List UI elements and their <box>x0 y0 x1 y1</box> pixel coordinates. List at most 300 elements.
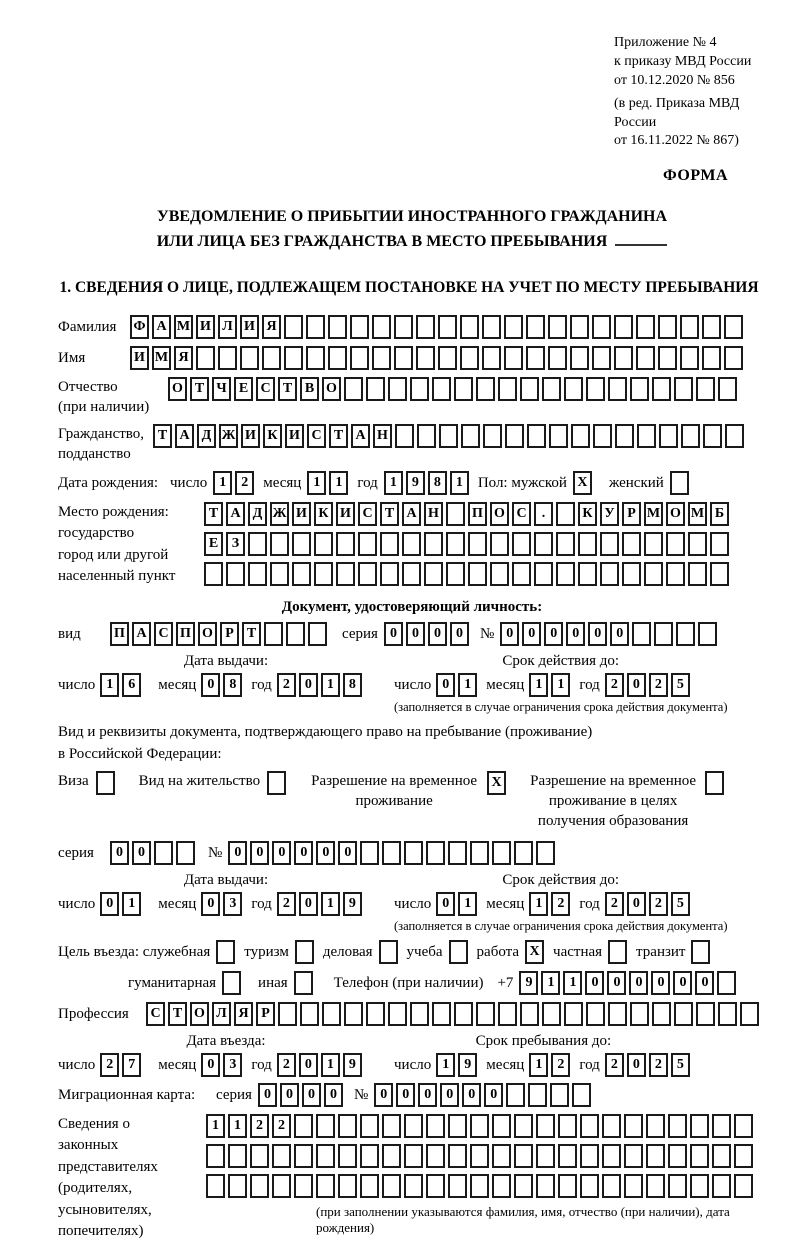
form-cell[interactable] <box>506 1083 525 1107</box>
form-cell[interactable] <box>417 424 436 448</box>
form-cell[interactable] <box>492 1114 511 1138</box>
form-cell[interactable]: Д <box>248 502 267 526</box>
form-cell[interactable]: Р <box>256 1002 275 1026</box>
form-cell[interactable] <box>666 532 685 556</box>
form-cell[interactable] <box>558 1174 577 1198</box>
form-cell[interactable]: 2 <box>551 892 570 916</box>
form-cell[interactable] <box>483 424 502 448</box>
form-cell[interactable] <box>712 1144 731 1168</box>
form-cell[interactable] <box>438 315 457 339</box>
form-cell[interactable] <box>322 1002 341 1026</box>
form-cell[interactable] <box>717 971 736 995</box>
form-cell[interactable] <box>712 1174 731 1198</box>
form-cell[interactable] <box>564 1002 583 1026</box>
form-cell[interactable]: 0 <box>384 622 403 646</box>
form-cell[interactable] <box>644 532 663 556</box>
form-cell[interactable]: И <box>292 502 311 526</box>
form-cell[interactable]: 9 <box>406 471 425 495</box>
form-cell[interactable] <box>512 532 531 556</box>
form-cell[interactable] <box>250 1144 269 1168</box>
form-cell[interactable] <box>96 771 115 795</box>
form-cell[interactable] <box>702 346 721 370</box>
form-cell[interactable] <box>556 502 575 526</box>
form-cell[interactable]: 0 <box>302 1083 321 1107</box>
form-cell[interactable]: 1 <box>100 673 119 697</box>
form-cell[interactable]: Т <box>204 502 223 526</box>
form-cell[interactable] <box>432 1002 451 1026</box>
form-cell[interactable] <box>536 1174 555 1198</box>
form-cell[interactable] <box>446 562 465 586</box>
form-cell[interactable] <box>366 1002 385 1026</box>
form-cell[interactable] <box>646 1174 665 1198</box>
form-cell[interactable] <box>416 315 435 339</box>
form-cell[interactable]: Е <box>234 377 253 401</box>
form-cell[interactable]: 0 <box>100 892 119 916</box>
form-cell[interactable] <box>558 1144 577 1168</box>
form-cell[interactable] <box>668 1114 687 1138</box>
form-cell[interactable] <box>512 562 531 586</box>
form-cell[interactable] <box>514 1144 533 1168</box>
form-cell[interactable] <box>712 1114 731 1138</box>
form-cell[interactable]: 0 <box>440 1083 459 1107</box>
form-cell[interactable] <box>482 346 501 370</box>
form-cell[interactable] <box>380 532 399 556</box>
form-cell[interactable]: 1 <box>321 892 340 916</box>
form-cell[interactable] <box>630 377 649 401</box>
form-cell[interactable]: 9 <box>343 1053 362 1077</box>
form-cell[interactable] <box>372 346 391 370</box>
form-cell[interactable] <box>372 315 391 339</box>
form-cell[interactable] <box>379 940 398 964</box>
form-cell[interactable] <box>338 1144 357 1168</box>
form-cell[interactable]: 1 <box>563 971 582 995</box>
form-cell[interactable] <box>505 424 524 448</box>
form-cell[interactable]: Ф <box>130 315 149 339</box>
form-cell[interactable]: 0 <box>450 622 469 646</box>
form-cell[interactable]: 2 <box>277 673 296 697</box>
form-cell[interactable] <box>248 532 267 556</box>
form-cell[interactable]: В <box>300 377 319 401</box>
form-cell[interactable] <box>549 424 568 448</box>
form-cell[interactable]: 1 <box>541 971 560 995</box>
form-cell[interactable] <box>382 1114 401 1138</box>
form-cell[interactable] <box>658 346 677 370</box>
form-cell[interactable] <box>624 1144 643 1168</box>
form-cell[interactable] <box>424 532 443 556</box>
form-cell[interactable]: 1 <box>228 1114 247 1138</box>
form-cell[interactable] <box>306 315 325 339</box>
form-cell[interactable] <box>520 377 539 401</box>
form-cell[interactable] <box>468 562 487 586</box>
form-cell[interactable] <box>216 940 235 964</box>
form-cell[interactable] <box>696 1002 715 1026</box>
form-cell[interactable] <box>316 1144 335 1168</box>
form-cell[interactable]: 0 <box>651 971 670 995</box>
form-cell[interactable]: 2 <box>551 1053 570 1077</box>
form-cell[interactable]: 2 <box>605 1053 624 1077</box>
form-cell[interactable] <box>632 622 651 646</box>
form-cell[interactable]: 0 <box>280 1083 299 1107</box>
form-cell[interactable] <box>426 1174 445 1198</box>
form-cell[interactable] <box>380 562 399 586</box>
form-cell[interactable]: Д <box>197 424 216 448</box>
form-cell[interactable]: М <box>644 502 663 526</box>
form-cell[interactable]: О <box>190 1002 209 1026</box>
form-cell[interactable] <box>578 532 597 556</box>
form-cell[interactable] <box>248 562 267 586</box>
form-cell[interactable] <box>734 1114 753 1138</box>
form-cell[interactable]: П <box>176 622 195 646</box>
form-cell[interactable] <box>725 424 744 448</box>
form-cell[interactable]: 0 <box>627 673 646 697</box>
form-cell[interactable] <box>240 346 259 370</box>
form-cell[interactable] <box>360 1174 379 1198</box>
form-cell[interactable]: Н <box>424 502 443 526</box>
form-cell[interactable] <box>548 315 567 339</box>
form-cell[interactable]: 1 <box>529 1053 548 1077</box>
form-cell[interactable] <box>602 1114 621 1138</box>
form-cell[interactable] <box>636 346 655 370</box>
form-cell[interactable]: З <box>226 532 245 556</box>
form-cell[interactable]: И <box>285 424 304 448</box>
form-cell[interactable] <box>262 346 281 370</box>
form-cell[interactable]: 0 <box>544 622 563 646</box>
form-cell[interactable] <box>646 1144 665 1168</box>
form-cell[interactable]: О <box>198 622 217 646</box>
form-cell[interactable] <box>614 315 633 339</box>
form-cell[interactable] <box>267 771 286 795</box>
form-cell[interactable] <box>542 377 561 401</box>
form-cell[interactable]: X <box>487 771 506 795</box>
form-cell[interactable]: М <box>174 315 193 339</box>
form-cell[interactable] <box>492 1174 511 1198</box>
form-cell[interactable]: X <box>525 940 544 964</box>
form-cell[interactable]: 0 <box>258 1083 277 1107</box>
form-cell[interactable]: 1 <box>450 471 469 495</box>
form-cell[interactable]: 0 <box>629 971 648 995</box>
form-cell[interactable] <box>460 315 479 339</box>
form-cell[interactable]: 0 <box>585 971 604 995</box>
form-cell[interactable] <box>724 346 743 370</box>
form-cell[interactable] <box>308 622 327 646</box>
form-cell[interactable] <box>284 346 303 370</box>
form-cell[interactable] <box>358 562 377 586</box>
form-cell[interactable] <box>222 971 241 995</box>
form-cell[interactable] <box>498 1002 517 1026</box>
form-cell[interactable] <box>316 1114 335 1138</box>
form-cell[interactable] <box>534 532 553 556</box>
form-cell[interactable] <box>514 841 533 865</box>
form-cell[interactable]: 0 <box>607 971 626 995</box>
form-cell[interactable] <box>622 532 641 556</box>
form-cell[interactable] <box>344 1002 363 1026</box>
form-cell[interactable] <box>228 1144 247 1168</box>
form-cell[interactable] <box>690 1144 709 1168</box>
form-cell[interactable]: С <box>154 622 173 646</box>
form-cell[interactable] <box>586 377 605 401</box>
form-cell[interactable]: И <box>336 502 355 526</box>
form-cell[interactable] <box>734 1174 753 1198</box>
form-cell[interactable] <box>724 315 743 339</box>
form-cell[interactable] <box>498 377 517 401</box>
form-cell[interactable] <box>556 532 575 556</box>
form-cell[interactable]: Л <box>218 315 237 339</box>
form-cell[interactable]: 2 <box>250 1114 269 1138</box>
form-cell[interactable]: 1 <box>213 471 232 495</box>
form-cell[interactable] <box>358 532 377 556</box>
form-cell[interactable]: 0 <box>324 1083 343 1107</box>
form-cell[interactable]: 0 <box>406 622 425 646</box>
form-cell[interactable] <box>388 1002 407 1026</box>
form-cell[interactable] <box>482 315 501 339</box>
form-cell[interactable]: Т <box>278 377 297 401</box>
form-cell[interactable]: С <box>256 377 275 401</box>
form-cell[interactable]: 0 <box>299 892 318 916</box>
form-cell[interactable] <box>654 622 673 646</box>
form-cell[interactable]: 1 <box>436 1053 455 1077</box>
form-cell[interactable] <box>690 1174 709 1198</box>
form-cell[interactable]: О <box>490 502 509 526</box>
form-cell[interactable] <box>402 562 421 586</box>
form-cell[interactable]: А <box>175 424 194 448</box>
form-cell[interactable] <box>526 346 545 370</box>
form-cell[interactable]: А <box>226 502 245 526</box>
form-cell[interactable] <box>476 1002 495 1026</box>
form-cell[interactable] <box>448 1114 467 1138</box>
form-cell[interactable] <box>336 532 355 556</box>
form-cell[interactable] <box>272 1174 291 1198</box>
form-cell[interactable]: 3 <box>223 892 242 916</box>
form-cell[interactable] <box>328 315 347 339</box>
form-cell[interactable] <box>278 1002 297 1026</box>
form-cell[interactable]: Т <box>329 424 348 448</box>
form-cell[interactable] <box>448 1174 467 1198</box>
form-cell[interactable] <box>470 841 489 865</box>
form-cell[interactable] <box>652 377 671 401</box>
form-cell[interactable] <box>360 841 379 865</box>
form-cell[interactable] <box>338 1114 357 1138</box>
form-cell[interactable]: 1 <box>529 892 548 916</box>
form-cell[interactable] <box>206 1144 225 1168</box>
form-cell[interactable] <box>592 346 611 370</box>
form-cell[interactable] <box>454 377 473 401</box>
form-cell[interactable] <box>294 1114 313 1138</box>
form-cell[interactable] <box>658 315 677 339</box>
form-cell[interactable] <box>250 1174 269 1198</box>
form-cell[interactable]: 2 <box>272 1114 291 1138</box>
form-cell[interactable] <box>670 471 689 495</box>
form-cell[interactable]: 0 <box>110 841 129 865</box>
form-cell[interactable]: П <box>468 502 487 526</box>
form-cell[interactable] <box>314 562 333 586</box>
form-cell[interactable] <box>404 1174 423 1198</box>
form-cell[interactable] <box>460 346 479 370</box>
form-cell[interactable] <box>314 532 333 556</box>
form-cell[interactable]: Т <box>380 502 399 526</box>
form-cell[interactable] <box>674 377 693 401</box>
form-cell[interactable]: 2 <box>277 892 296 916</box>
form-cell[interactable]: 5 <box>671 892 690 916</box>
form-cell[interactable]: Т <box>242 622 261 646</box>
form-cell[interactable]: 0 <box>484 1083 503 1107</box>
form-cell[interactable] <box>300 1002 319 1026</box>
form-cell[interactable] <box>572 1083 591 1107</box>
form-cell[interactable]: М <box>152 346 171 370</box>
form-cell[interactable]: 2 <box>649 1053 668 1077</box>
form-cell[interactable]: 0 <box>436 673 455 697</box>
form-cell[interactable] <box>702 315 721 339</box>
form-cell[interactable] <box>196 346 215 370</box>
form-cell[interactable] <box>514 1114 533 1138</box>
form-cell[interactable] <box>564 377 583 401</box>
form-cell[interactable]: 2 <box>100 1053 119 1077</box>
form-cell[interactable] <box>580 1174 599 1198</box>
form-cell[interactable]: И <box>196 315 215 339</box>
form-cell[interactable] <box>734 1144 753 1168</box>
form-cell[interactable] <box>688 532 707 556</box>
form-cell[interactable]: И <box>240 315 259 339</box>
form-cell[interactable]: А <box>402 502 421 526</box>
form-cell[interactable] <box>602 1144 621 1168</box>
form-cell[interactable] <box>504 315 523 339</box>
form-cell[interactable] <box>615 424 634 448</box>
form-cell[interactable] <box>294 1174 313 1198</box>
form-cell[interactable]: 1 <box>321 1053 340 1077</box>
form-cell[interactable]: С <box>146 1002 165 1026</box>
form-cell[interactable] <box>528 1083 547 1107</box>
form-cell[interactable]: 5 <box>671 673 690 697</box>
form-cell[interactable] <box>696 377 715 401</box>
form-cell[interactable] <box>680 315 699 339</box>
form-cell[interactable] <box>492 841 511 865</box>
form-cell[interactable]: 0 <box>522 622 541 646</box>
form-cell[interactable] <box>550 1083 569 1107</box>
form-cell[interactable] <box>424 562 443 586</box>
form-cell[interactable] <box>426 841 445 865</box>
form-cell[interactable] <box>360 1144 379 1168</box>
form-cell[interactable]: 0 <box>566 622 585 646</box>
form-cell[interactable] <box>558 1114 577 1138</box>
form-cell[interactable]: 0 <box>396 1083 415 1107</box>
form-cell[interactable] <box>382 1174 401 1198</box>
form-cell[interactable] <box>270 562 289 586</box>
form-cell[interactable] <box>740 1002 759 1026</box>
form-cell[interactable] <box>718 1002 737 1026</box>
form-cell[interactable] <box>382 1144 401 1168</box>
form-cell[interactable] <box>570 315 589 339</box>
form-cell[interactable] <box>228 1174 247 1198</box>
form-cell[interactable]: 0 <box>316 841 335 865</box>
form-cell[interactable]: 1 <box>529 673 548 697</box>
form-cell[interactable]: Р <box>622 502 641 526</box>
form-cell[interactable] <box>402 532 421 556</box>
form-cell[interactable]: 8 <box>223 673 242 697</box>
form-cell[interactable]: П <box>110 622 129 646</box>
form-cell[interactable]: 0 <box>695 971 714 995</box>
form-cell[interactable]: Н <box>373 424 392 448</box>
form-cell[interactable]: Т <box>168 1002 187 1026</box>
form-cell[interactable] <box>470 1144 489 1168</box>
form-cell[interactable] <box>630 1002 649 1026</box>
form-cell[interactable] <box>637 424 656 448</box>
form-cell[interactable]: 0 <box>299 1053 318 1077</box>
form-cell[interactable] <box>514 1174 533 1198</box>
form-cell[interactable]: О <box>168 377 187 401</box>
form-cell[interactable]: 0 <box>294 841 313 865</box>
form-cell[interactable] <box>636 315 655 339</box>
form-cell[interactable] <box>644 562 663 586</box>
form-cell[interactable] <box>204 562 223 586</box>
form-cell[interactable] <box>292 562 311 586</box>
form-cell[interactable]: . <box>534 502 553 526</box>
form-cell[interactable] <box>448 841 467 865</box>
form-cell[interactable]: 9 <box>519 971 538 995</box>
form-cell[interactable]: 0 <box>610 622 629 646</box>
form-cell[interactable] <box>294 1144 313 1168</box>
form-cell[interactable] <box>536 1144 555 1168</box>
form-cell[interactable]: Т <box>190 377 209 401</box>
form-cell[interactable] <box>681 424 700 448</box>
form-cell[interactable]: У <box>600 502 619 526</box>
form-cell[interactable] <box>439 424 458 448</box>
form-cell[interactable]: 1 <box>458 892 477 916</box>
form-cell[interactable]: 0 <box>627 892 646 916</box>
form-cell[interactable] <box>624 1174 643 1198</box>
form-cell[interactable]: 0 <box>588 622 607 646</box>
form-cell[interactable]: 1 <box>321 673 340 697</box>
form-cell[interactable] <box>404 841 423 865</box>
form-cell[interactable]: 1 <box>329 471 348 495</box>
form-cell[interactable]: Е <box>204 532 223 556</box>
form-cell[interactable] <box>622 562 641 586</box>
form-cell[interactable] <box>294 971 313 995</box>
form-cell[interactable] <box>416 346 435 370</box>
form-cell[interactable] <box>226 562 245 586</box>
form-cell[interactable] <box>350 315 369 339</box>
form-cell[interactable] <box>360 1114 379 1138</box>
form-cell[interactable] <box>338 1174 357 1198</box>
form-cell[interactable] <box>432 377 451 401</box>
form-cell[interactable]: 8 <box>428 471 447 495</box>
form-cell[interactable] <box>526 315 545 339</box>
form-cell[interactable]: 0 <box>418 1083 437 1107</box>
form-cell[interactable] <box>718 377 737 401</box>
form-cell[interactable]: И <box>241 424 260 448</box>
form-cell[interactable]: 1 <box>206 1114 225 1138</box>
form-cell[interactable]: 9 <box>343 892 362 916</box>
form-cell[interactable] <box>527 424 546 448</box>
form-cell[interactable]: 0 <box>201 1053 220 1077</box>
form-cell[interactable] <box>548 346 567 370</box>
form-cell[interactable] <box>659 424 678 448</box>
form-cell[interactable]: С <box>307 424 326 448</box>
form-cell[interactable] <box>468 532 487 556</box>
form-cell[interactable] <box>316 1174 335 1198</box>
form-cell[interactable] <box>295 940 314 964</box>
form-cell[interactable] <box>600 562 619 586</box>
form-cell[interactable] <box>698 622 717 646</box>
form-cell[interactable]: 0 <box>500 622 519 646</box>
form-cell[interactable] <box>710 532 729 556</box>
form-cell[interactable] <box>593 424 612 448</box>
form-cell[interactable]: 0 <box>374 1083 393 1107</box>
form-cell[interactable] <box>404 1144 423 1168</box>
form-cell[interactable] <box>394 315 413 339</box>
form-cell[interactable]: 0 <box>250 841 269 865</box>
form-cell[interactable] <box>306 346 325 370</box>
form-cell[interactable] <box>218 346 237 370</box>
form-cell[interactable] <box>571 424 590 448</box>
